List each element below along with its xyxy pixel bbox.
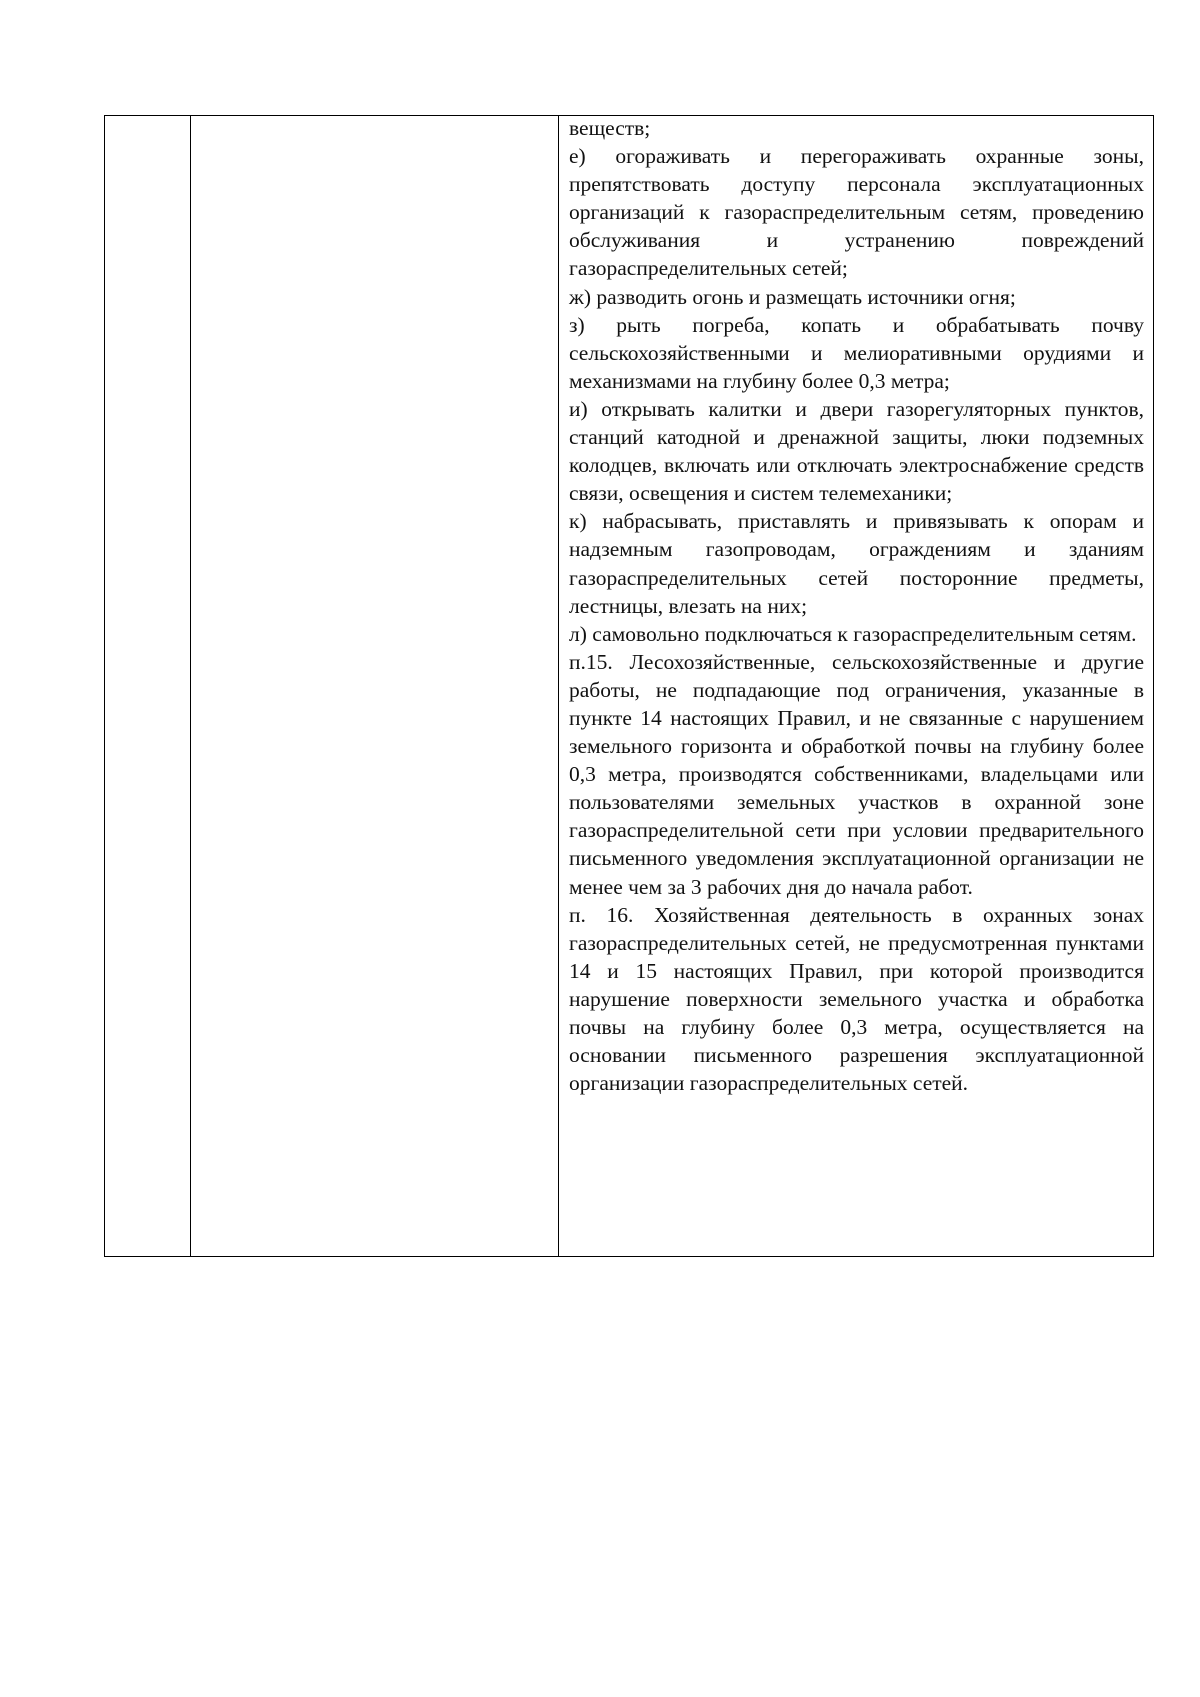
table-cell-name <box>191 116 559 1257</box>
paragraph-item-l: л) самовольно подключаться к газораспределительным сетям. <box>569 621 1137 646</box>
table-cell-content <box>559 116 1154 1257</box>
paragraph-item-e: е) огораживать и перегораживать охранные зоны, препятствовать доступу персонала эксплуатационных организаций к газораспределительным сетям, проведению обслуживания и устранению повреждений газораспределительных сетей; <box>569 144 1144 281</box>
paragraph-clause-16: п. 16. Хозяйственная деятельность в охранных зонах газораспределительных сетей, не предусмотренная пунктами 14 и 15 настоящих Правил, при которой производится нарушение поверхности земельного участка и обработка почвы на глубину более 0,3 метра, осуществляется на основании письменного разрешения эксплуатационной организации газораспределительных сетей. <box>569 902 1144 1096</box>
paragraph-clause-15: п.15. Лесохозяйственные, сельскохозяйственные и другие работы, не подпадающие под ограничения, указанные в пункте 14 настоящих Правил, и не связанные с нарушением земельного горизонта и обработкой почвы на глубину более 0,3 метра, производятся собственниками, владельцами или пользователями земельных участков в охранной зоне газораспределительной сети при условии предварительного письменного уведомления эксплуатационной организации не менее чем за 3 рабочих дня до начала работ. <box>569 649 1144 899</box>
table-row <box>105 116 1154 1257</box>
paragraph-item-k: к) набрасывать, приставлять и привязывать к опорам и надземным газопроводам, ограждениям и зданиям газораспределительных сетей посторонние предметы, лестницы, влезать на них; <box>569 509 1144 618</box>
paragraph-item-i: и) открывать калитки и двери газорегуляторных пунктов, станций катодной и дренажной защиты, люки подземных колодцев, включать или отключать электроснабжение средств связи, освещения и систем телемеханики; <box>569 396 1144 506</box>
cell-content-text <box>559 114 1153 1097</box>
paragraph-substances: веществ; <box>569 116 651 140</box>
document-table <box>104 115 1154 1257</box>
table-cell-number <box>105 116 191 1257</box>
paragraph-item-z: з) рыть погреба, копать и обрабатывать почву сельскохозяйственными и мелиоративными орудиями и механизмами на глубину более 0,3 метра; <box>569 312 1144 393</box>
paragraph-item-zh: ж) разводить огонь и размещать источники огня; <box>569 284 1016 309</box>
